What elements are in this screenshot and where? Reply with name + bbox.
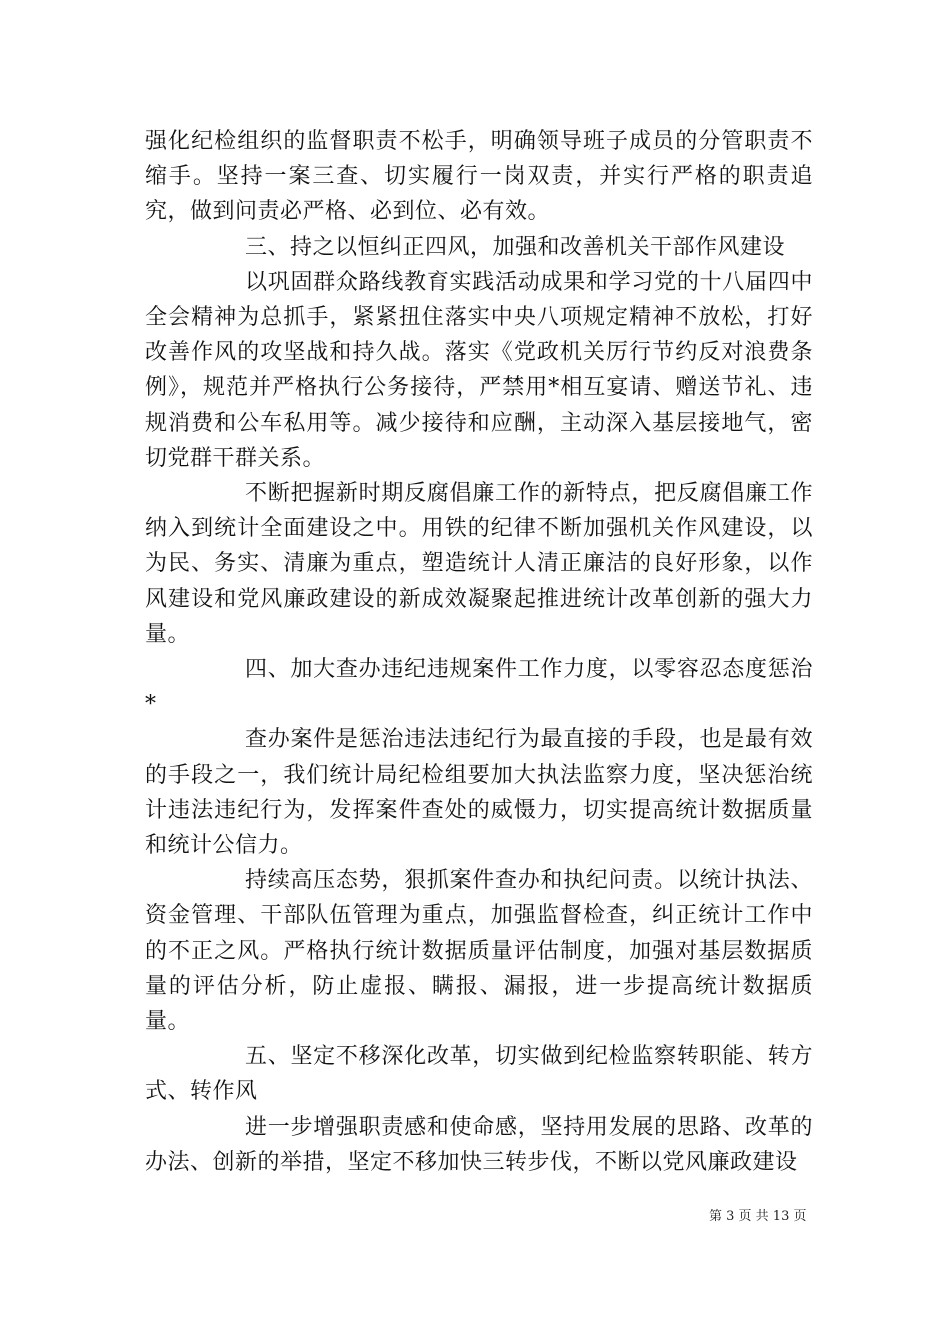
paragraph-5: 持续高压态势，狠抓案件查办和执纪问责。以统计执法、资金管理、干部队伍管理为重点，加强监督检查，纠正统计工作中的不正之风。严格执行统计数据质量评估制度，加强对基层数据质量的评估分析，防止虚报、瞒报、漏报，进一步提高统计数据质量。 [145,868,813,1035]
document-body [145,124,813,1180]
paragraph-4: 查办案件是惩治违法违纪行为最直接的手段，也是最有效的手段之一，我们统计局纪检组要加大执法监察力度，坚决惩治统计违法违纪行为，发挥案件查处的威慑力，切实提高统计数据质量和统计公信力。 [145,727,813,859]
paragraph-2: 以巩固群众路线教育实践活动成果和学习党的十八届四中全会精神为总抓手，紧紧扭住落实中央八项规定精神不放松，打好改善作风的攻坚战和持久战。落实《党政机关厉行节约反对浪费条例》，规范并严格执行公务接待，严禁用*相互宴请、赠送节礼、违规消费和公车私用等。减少接待和应酬，主动深入基层接地气，密切党群干群关系。 [145,269,813,471]
paragraph-6: 进一步增强职责感和使命感，坚持用发展的思路、改革的办法、创新的举措，坚定不移加快三转步伐，不断以党风廉政建设 [145,1114,813,1175]
paragraph-1: 强化纪检组织的监督职责不松手，明确领导班子成员的分管职责不缩手。坚持一案三查、切实履行一岗双责，并实行严格的职责追究，做到问责必严格、必到位、必有效。 [145,129,813,225]
paragraph-3: 不断把握新时期反腐倡廉工作的新特点，把反腐倡廉工作纳入到统计全面建设之中。用铁的纪律不断加强机关作风建设，以为民、务实、清廉为重点，塑造统计人清正廉洁的良好形象，以作风建设和党风廉政建设的新成效凝聚起推进统计改革创新的强大力量。 [145,481,813,647]
section-heading-4: 四、加大查办违纪违规案件工作力度，以零容忍态度惩治* [145,657,813,718]
section-heading-5: 五、坚定不移深化改革，切实做到纪检监察转职能、转方式、转作风 [145,1044,813,1105]
section-heading-3: 三、持之以恒纠正四风，加强和改善机关干部作风建设 [245,234,786,260]
page-number-footer: 第 3 页 共 13 页 [709,1209,807,1224]
